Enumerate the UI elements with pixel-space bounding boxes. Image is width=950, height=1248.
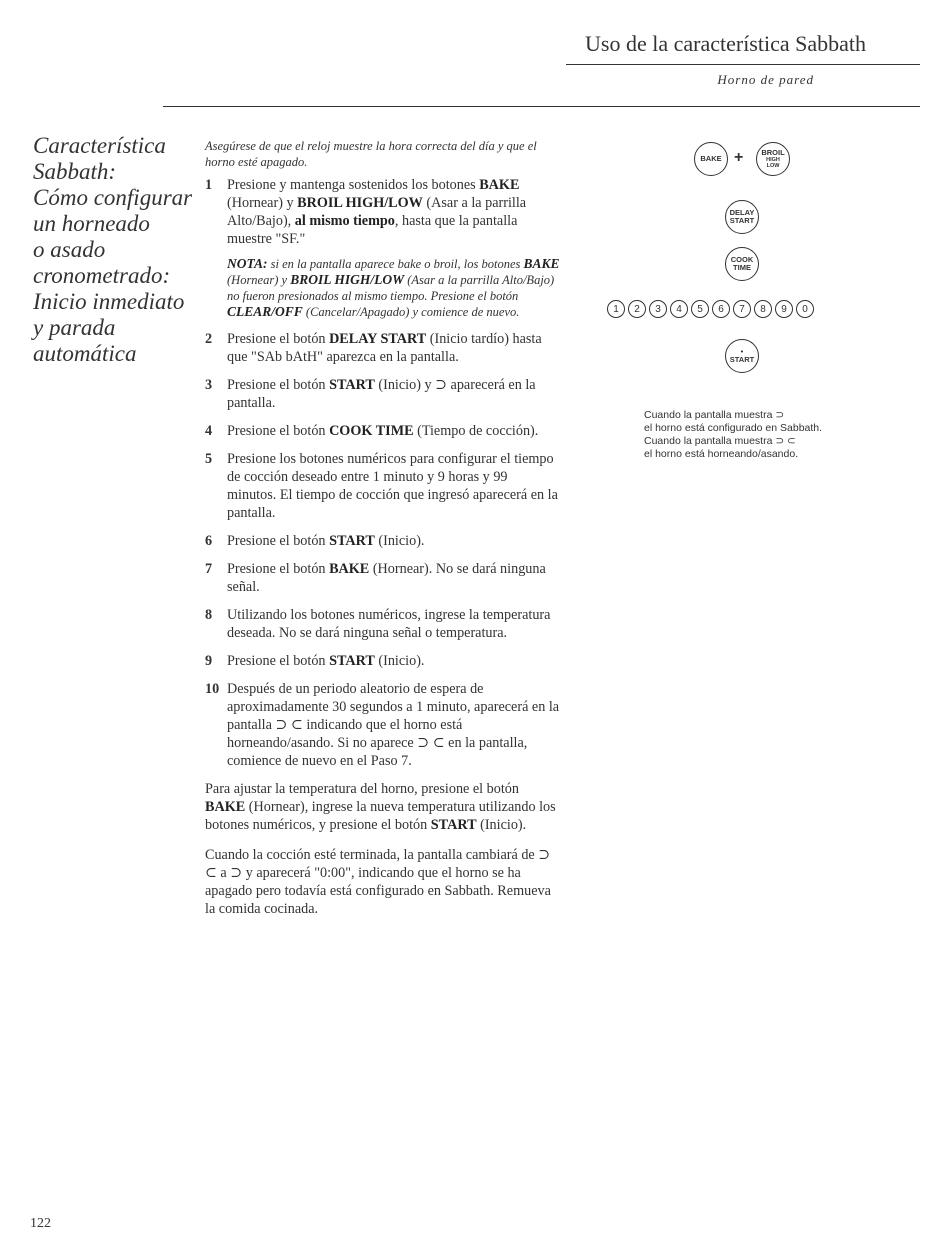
- step-number: 9: [205, 653, 213, 669]
- paragraph-text: (Inicio).: [476, 817, 527, 833]
- step-text: (Inicio tardío) hasta que "SAb bAtH" aparezca en la pantalla.: [227, 331, 542, 365]
- step-number: 2: [205, 331, 213, 347]
- main-rule: [163, 106, 920, 107]
- emphasis: al mismo tiempo: [294, 213, 395, 229]
- note-text: (Cancelar/Apagado) y comience de nuevo.: [302, 305, 520, 319]
- button-label: START: [729, 355, 755, 364]
- intro-text: Asegúrese de que el reloj muestre la hora correcta del día y que el horno esté apagado.: [205, 139, 537, 169]
- section-title-line: Sabbath:: [33, 159, 117, 184]
- step-number: 4: [205, 423, 213, 439]
- step-text: Presione el botón: [227, 331, 330, 347]
- finish-paragraph: Cuando la cocción esté terminada, la pantalla cambiará de ⊃ ⊂ a ⊃ y aparecerá "0:00", indicando que el horno se ha apagado pero todavía está configurado en Sabbath. Remueva la comida cocinada.: [205, 847, 551, 917]
- step-number: 10: [205, 681, 220, 697]
- plus-icon: +: [734, 149, 744, 166]
- number-button-2[interactable]: 2: [628, 300, 646, 318]
- adjust-temp-paragraph: [205, 780, 560, 834]
- note-text: (Asar a la parrilla Alto/Bajo) no fueron presionados al mismo tiempo. Presione el botón: [227, 273, 555, 303]
- start-key-label: START: [329, 653, 375, 669]
- step-text: Presione el botón: [227, 533, 330, 549]
- note-text: si en la pantalla aparece bake o broil, los botones: [267, 257, 524, 271]
- section-title: [33, 133, 203, 367]
- button-sublabel: HIGH: [766, 157, 780, 163]
- section-title-line: Cómo configurar: [33, 185, 193, 210]
- step-text: (Inicio).: [374, 533, 425, 549]
- step-text: Presione el botón: [227, 561, 330, 577]
- step-2: [205, 330, 560, 366]
- step-text: Utilizando los botones numéricos, ingrese la temperatura deseada. No se dará ninguna señal o temperatura.: [227, 607, 551, 641]
- note-label: NOTA:: [227, 256, 268, 271]
- cook-time-button[interactable]: [725, 247, 759, 281]
- section-title-line: y parada: [33, 315, 116, 340]
- button-label: COOK: [730, 255, 754, 264]
- step-text: Presione y mantenga sostenidos los botones: [227, 177, 480, 193]
- step-text: Presione el botón: [227, 377, 330, 393]
- caption-line: Cuando la pantalla muestra ⊃ ⊂: [644, 435, 796, 447]
- bake-button[interactable]: [694, 142, 728, 176]
- step-number: 6: [205, 533, 213, 549]
- caption-line: el horno está horneando/asando.: [644, 448, 799, 460]
- caption-line: Cuando la pantalla muestra ⊃: [644, 409, 785, 421]
- step-text: (Hornear) y: [227, 195, 298, 211]
- note: [227, 256, 560, 320]
- button-label: TIME: [733, 263, 751, 272]
- number-button-0[interactable]: 0: [796, 300, 814, 318]
- step-text: (Tiempo de cocción).: [413, 423, 539, 439]
- header-title: Uso de la característica Sabbath: [585, 31, 866, 56]
- broil-key-label: BROIL HIGH/LOW: [290, 272, 405, 287]
- number-button-8[interactable]: 8: [754, 300, 772, 318]
- step-5: [205, 450, 560, 522]
- step-number: 5: [205, 451, 213, 467]
- step-text: (Asar a la parrilla Alto/Bajo),: [227, 195, 527, 229]
- step-3: [205, 376, 560, 412]
- number-button-1[interactable]: 1: [607, 300, 625, 318]
- section-title-line: automática: [33, 341, 137, 366]
- section-title-line: cronometrado:: [33, 263, 171, 288]
- button-label: BAKE: [700, 154, 722, 163]
- start-key-label: START: [430, 817, 477, 833]
- cook-time-key-label: COOK TIME: [329, 423, 414, 439]
- start-button[interactable]: [725, 339, 759, 373]
- section-title-line: Inicio inmediato: [33, 289, 185, 314]
- start-dot-icon: •: [740, 347, 744, 356]
- step-10: [205, 680, 560, 770]
- instructions: [205, 138, 560, 930]
- note-text: (Hornear) y: [227, 273, 291, 287]
- number-button-3[interactable]: 3: [649, 300, 667, 318]
- step-9: [205, 652, 560, 670]
- delay-start-key-label: DELAY START: [329, 331, 427, 347]
- step-1: [205, 176, 560, 320]
- delay-start-button[interactable]: [725, 200, 759, 234]
- button-label: START: [729, 216, 755, 225]
- step-7: [205, 560, 560, 596]
- step-text: Presione los botones numéricos para configurar el tiempo de cocción deseado entre 1 minuto y 9 horas y 99 minutos. El tiempo de cocción que ingresó aparecerá en la pantalla.: [227, 451, 558, 521]
- start-key-label: START: [329, 533, 375, 549]
- bake-key-label: BAKE: [479, 177, 520, 193]
- step-number: 8: [205, 607, 213, 623]
- section-title-line: Característica: [33, 133, 166, 158]
- number-button-4[interactable]: 4: [670, 300, 688, 318]
- number-button-6[interactable]: 6: [712, 300, 730, 318]
- page-number: 122: [30, 1216, 51, 1231]
- step-number: 1: [205, 177, 213, 193]
- step-text: Presione el botón: [227, 653, 330, 669]
- clear-off-key-label: CLEAR/OFF: [227, 304, 303, 319]
- caption-line: el horno está configurado en Sabbath.: [644, 422, 823, 434]
- step-text: (Inicio) y ⊃ aparecerá en la pantalla.: [227, 377, 536, 411]
- start-key-label: START: [329, 377, 375, 393]
- number-pad: [607, 300, 814, 318]
- step-text: Después de un periodo aleatorio de espera de aproximadamente 30 segundos a 1 minuto, aparecerá en la pantalla ⊃ ⊂ indicando que el horno está horneando/asando. Si no aparece ⊃ ⊂ en la pantalla, comience de nuevo en el Paso 7.: [227, 681, 560, 769]
- step-text: , hasta que la pantalla muestre "SF.": [227, 213, 518, 247]
- paragraph-text: (Hornear), ingrese la nueva temperatura utilizando los botones numéricos, y presione el botón: [205, 799, 556, 833]
- broil-key-label: BROIL HIGH/LOW: [297, 195, 423, 211]
- broil-high-low-button[interactable]: [756, 142, 790, 176]
- button-label: BROIL: [761, 148, 785, 157]
- step-number: 3: [205, 377, 213, 393]
- step-text: Presione el botón: [227, 423, 330, 439]
- section-title-line: un horneado: [33, 211, 150, 236]
- step-4: [205, 422, 560, 440]
- bake-key-label: BAKE: [205, 799, 246, 815]
- section-title-line: o asado: [33, 237, 106, 262]
- button-sublabel: LOW: [766, 163, 780, 169]
- number-button-9[interactable]: 9: [775, 300, 793, 318]
- number-button-7[interactable]: 7: [733, 300, 751, 318]
- header-rule: [566, 64, 920, 65]
- paragraph-text: Para ajustar la temperatura del horno, presione el botón: [205, 781, 519, 797]
- step-number: 7: [205, 561, 213, 577]
- button-label: DELAY: [729, 208, 755, 217]
- illustration-caption: [644, 409, 822, 461]
- step-8: [205, 606, 560, 642]
- number-button-5[interactable]: 5: [691, 300, 709, 318]
- header-subtitle: Horno de pared: [717, 72, 814, 87]
- step-text: (Hornear). No se dará ninguna señal.: [227, 561, 546, 595]
- step-text: (Inicio).: [374, 653, 425, 669]
- step-6: [205, 532, 560, 550]
- bake-key-label: BAKE: [523, 256, 560, 271]
- bake-key-label: BAKE: [329, 561, 370, 577]
